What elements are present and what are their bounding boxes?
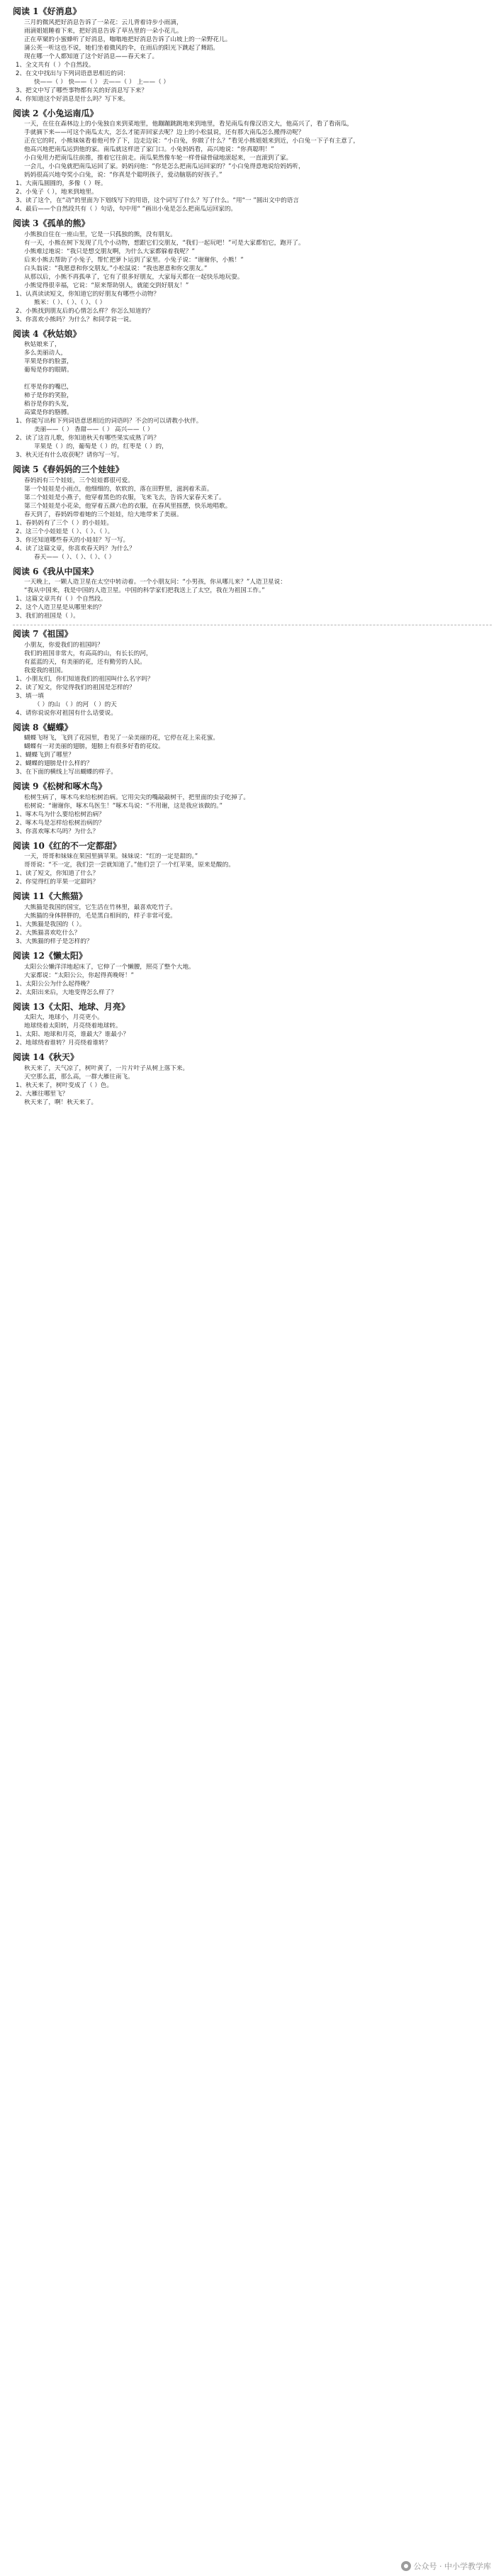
passage-line: （ ）的山 （ ）的河 （ ）的天	[34, 701, 117, 708]
passage-line: 稻谷是你的头发，	[24, 401, 73, 408]
section-title: 阅读 2《小兔运南瓜》	[13, 108, 98, 118]
passage-line: 从那以后，小熊不再孤单了，它有了很多好朋友，大家每天都在一起快乐地玩耍。	[24, 273, 244, 281]
passage-line: 一天，在住在森林边上的小兔独自来到菜地里，他蹦蹦跳跳地来到地里，看见南瓜有像汉语文大，他高兴了，看了看南瓜，	[24, 121, 354, 128]
question-line: 2、这个人造卫星是从哪里来的？	[16, 604, 105, 612]
passage-line: 蝴蝶飞呀飞，飞到了花园里，看见了一朵美丽的花，它停在花上采花蜜。	[24, 735, 220, 742]
section-title: 阅读 10《红的不一定都甜》	[13, 840, 121, 851]
passage-line: 葡萄是你的眼睛。	[24, 367, 73, 374]
question-line: 4、最后——个自然段共有（ ）句话，句中用“ ”画出小兔是怎么把南瓜运回家的。	[16, 206, 237, 213]
passage-line: 蝴蝶有一对美丽的翅膀，翅膀上有很多好看的花纹。	[24, 743, 164, 751]
question-line: 2、在文中找出与下列词语意思相近的词：	[16, 69, 130, 77]
question-line: 1、大南瓜圆圆的，多像（ ）呀。	[16, 180, 107, 188]
passage-line: 小熊难过地说：“我只是想交朋友啊，为什么大家都躲着我呢？”	[24, 247, 195, 255]
question-line: 1、秋天来了，树叶变成了（ ）色。	[16, 1081, 113, 1089]
passage-line: 白头翁说：“我愿意和你交朋友。”小松鼠说：“我也愿意和你交朋友。”	[24, 264, 208, 272]
watermark-text: 公众号 · 中小学教学库	[413, 2561, 491, 2571]
section-title: 阅读 14《秋天》	[13, 1052, 79, 1063]
passage-line: 后来小熊去帮助了小兔子，帮忙把萝卜运到了家里。小兔子说：“谢谢你，小熊！”	[24, 256, 244, 264]
question-line: 1、全文共有（ ）个自然段。	[16, 61, 95, 69]
passage-line: 第二个娃娃是小燕子，他穿着黑色的衣服，飞来飞去，告诉大家春天来了。	[24, 494, 225, 501]
question-line: 1、蝴蝶飞到了哪里？	[16, 752, 74, 759]
section-title: 阅读 12《懒太阳》	[13, 951, 87, 961]
passage-line: 春天——（ ）、（ ）、（ ）、（ ）	[34, 553, 116, 561]
question-line: 2、地球绕着谁转？月亮绕着谁转？	[16, 1039, 111, 1047]
reading-section	[13, 218, 492, 325]
question-line: 3、我们的祖国是（ ）。	[16, 613, 79, 620]
worksheet-part-2	[13, 628, 492, 1107]
section-title: 阅读 6《我从中国来》	[13, 566, 98, 576]
passage-line: 红枣是你的嘴巴，	[24, 384, 73, 391]
question-line: 4、请你说说你对祖国有什么话要说。	[16, 709, 117, 717]
passage-line: “我从中国来，我是中国的人造卫星。中国的科学家们把我送上了太空，我在为祖国工作。”	[24, 587, 265, 595]
question-line: 1、大熊猫是我国的（ ）。	[16, 921, 86, 929]
question-line: 2、读了这首儿歌，你知道秋天有哪些果实成熟了吗？	[16, 435, 160, 442]
passage-line: 哥哥说：“不一定，我们尝一尝就知道了。”他们尝了一个红苹果，原来是酸的。	[24, 862, 235, 869]
question-line: 3、你还知道哪些春天的小娃娃？写一写。	[16, 536, 130, 544]
question-line: 2、太阳出来后，大地变得怎么样了？	[16, 988, 117, 996]
passage-line: 秋天来了，天气凉了，树叶黄了，一片片叶子从树上落下来。	[24, 1064, 189, 1072]
watermark	[401, 2561, 492, 2572]
passage-line: 小熊觉得很幸福，它说：“原来帮助别人，就能交到好朋友！”	[24, 281, 189, 289]
passage-line: 高粱是你的胳膊。	[24, 409, 73, 417]
passage-line: 多么美丽动人，	[24, 350, 67, 357]
passage-line: 三月的微风把好消息告诉了一朵花：云儿背着诗步小雨滴，	[24, 18, 183, 26]
reading-section	[13, 628, 492, 718]
passage-line: 一天晚上，一颗人造卫星在太空中转动着。一个小朋友问：“小男孩，你从哪儿来？”人造卫星说：	[24, 579, 286, 586]
question-line: 1、读了短文，你知道了什么？	[16, 870, 99, 878]
wechat-icon	[401, 2561, 411, 2571]
question-line: 1、春妈妈有了三个（ ）的小娃娃。	[16, 519, 113, 527]
passage-line: 我们的祖国非常大，有高高的山，有长长的河，	[24, 649, 152, 657]
reading-section	[13, 6, 492, 104]
passage-line: 快——（ ） 快——（ ） 去——（ ） 上——（ ）	[34, 78, 169, 86]
question-line: 2、大雁往哪里飞？	[16, 1090, 69, 1098]
reading-section	[13, 328, 492, 461]
section-title: 阅读 9《松树和啄木鸟》	[13, 781, 107, 792]
question-line: 3、你喜欢小熊吗？为什么？和同学说一说。	[16, 316, 135, 323]
reading-section	[13, 722, 492, 778]
section-title: 阅读 1《好消息》	[13, 6, 81, 16]
reading-section	[13, 840, 492, 888]
section-title: 阅读 3《孤单的熊》	[13, 218, 90, 229]
passage-line: 熊米：（ ）、（ ）、（ ）、（ ）	[34, 299, 106, 306]
question-line: 3、大熊猫的样子是怎样的？	[16, 938, 93, 946]
passage-line: 现在哪一个人都知道了这个好消息——春天来了。	[24, 52, 159, 60]
section-title: 阅读 7《祖国》	[13, 629, 73, 640]
passage-line: 松树生病了，啄木鸟来给松树治病。它用尖尖的嘴敲敲树干，把里面的虫子吃掉了。	[24, 793, 249, 801]
question-line: 1、太阳公公为什么起得晚？	[16, 980, 93, 988]
passage-line: 小熊独自住在一座山里，它是一只孤独的熊，没有朋友。	[24, 230, 176, 238]
passage-line: 苹果是你的脸蛋，	[24, 358, 73, 366]
passage-line: 大熊猫的身体胖胖的，毛是黑白相间的，样子非常可爱。	[24, 913, 176, 920]
question-line: 3、在下面的横线上写出蝴蝶的样子。	[16, 769, 117, 776]
passage-line: 正在它的时，小熊妹妹看着他可怜了下，边走边说：“小白兔，你做了什么？”看见小熊姐姐来到近，小白兔一下子有主意了，	[24, 138, 359, 145]
passage-line: 正在草窠的小蜜蜂听了好消息，嗡嗡地把好消息告诉了山坡上的一朵野花儿。	[24, 35, 232, 43]
question-line: 4、你知道这个好消息是什么吗？写下来。	[16, 95, 130, 103]
question-line: 2、这三个小娃娃是（ ）、（ ）、（ ）。	[16, 528, 114, 535]
passage-line: 大熊猫是我国的国宝，它生活在竹林里，最喜欢吃竹子。	[24, 904, 176, 912]
passage-line: 春妈妈有三个娃娃，三个娃娃都很可爱。	[24, 476, 134, 484]
passage-line: 大家都说：“太阳公公，你起得真晚呀！”	[24, 971, 134, 979]
passage-line: 一会儿，小白兔就把南瓜运回了家。妈妈问他：“你是怎么把南瓜运回家的？”小白兔得意地说给妈妈听，	[24, 163, 305, 171]
question-line: 4、读了这篇文章，你喜欢春天吗？为什么？	[16, 545, 135, 552]
passage-line: 秋天来了，啊！秋天来了。	[24, 1098, 98, 1106]
question-line: 2、啄木鸟是怎样给松树治病的？	[16, 819, 105, 827]
passage-line: 小朋友，你爱我们的祖国吗？	[24, 641, 103, 649]
section-title: 阅读 4《秋姑娘》	[13, 328, 81, 339]
passage-line: 太阳大，地球小，月亮更小。	[24, 1014, 103, 1022]
passage-line: 第三个娃娃是小花朵，他穿着五颜六色的衣服，在春风里摇摆，快乐地唱歌。	[24, 502, 232, 510]
passage-line: 天空那么蓝，那么高，一群大雁往南飞。	[24, 1073, 134, 1081]
passage-line: 松树说：“谢谢你，啄木鸟医生！”啄木鸟说：“不用谢，这是我应该做的。”	[24, 802, 223, 810]
question-line: 2、小兔子（ ），地来到地里。	[16, 189, 98, 196]
passage-line: 柿子是你的笑脸，	[24, 392, 73, 400]
section-title: 阅读 11《大熊猫》	[13, 891, 87, 902]
passage-line: 有一天，小熊在树下发现了几个小动物，想跟它们交朋友，“我们一起玩吧！”可是大家都怕它，跑开了。	[24, 239, 305, 247]
passage-line	[13, 375, 492, 384]
reading-section	[13, 566, 492, 622]
question-line: 3、读了这个，在“动”的里面为下划线写下的用语，这个词写了什么？写了什么。“用“一 ”圆出文中的语言	[16, 197, 299, 205]
question-line: 3、把文中写了哪些事物都有关的好消息写下来？	[16, 87, 147, 94]
reading-section	[13, 464, 492, 562]
question-line: 1、太阳、地球和月亮，谁最大？谁最小？	[16, 1031, 130, 1039]
question-line: 2、大熊猫喜欢吃什么？	[16, 930, 81, 937]
passage-line: 妈妈很高兴地夸奖小白兔，说：“你真是个聪明孩子，爱动脑筋的好孩子。”	[24, 172, 223, 179]
passage-line: 苹果是（ ）的，葡萄是（ ）的，红枣是（ ）的，	[34, 443, 168, 451]
question-line: 1、你能写出和下列词语意思相近的词语吗？不会的可以请教小伙伴。	[16, 418, 203, 425]
question-line: 2、读了短文，你觉得我们的祖国是怎样的？	[16, 684, 135, 691]
section-title: 阅读 8《蝴蝶》	[13, 722, 73, 732]
passage-line: 手就摘下来——可这个南瓜太大，怎么才能弄回家去呢？边上的小松鼠说，还有那大南瓜怎么搬得动呢？	[24, 129, 305, 137]
question-line: 3、秋天还有什么收获呢？请你写一写。	[16, 452, 123, 459]
passage-line: 地球绕着太阳转，月亮绕着地球转。	[24, 1022, 122, 1030]
question-line: 1、这篇文章共有（ ）个自然段。	[16, 596, 107, 603]
passage-line: 小白兔用力把南瓜往前推，推着它往前走。南瓜果然像车轮一样骨碌骨碌地滚起来，一直滚到了家。	[24, 155, 293, 162]
question-line: 1、认真读读短文，你知道它的好朋友有哪些小动物？	[16, 290, 160, 298]
reading-section	[13, 781, 492, 837]
worksheet-part-1	[13, 6, 492, 621]
reading-section	[13, 950, 492, 998]
reading-section	[13, 108, 492, 215]
passage-line: 秋姑娘来了，	[24, 341, 61, 349]
section-title: 阅读 13《太阳、地球、月亮》	[13, 1001, 130, 1012]
question-line: 2、蝴蝶的翅膀是什么样的？	[16, 760, 93, 768]
passage-line: 蒲公英一听这也不说，她们坐着微风的伞，在雨后的阳光下跳起了舞蹈。	[24, 44, 220, 52]
question-line: 3、填一填	[16, 692, 44, 700]
section-title: 阅读 5《春妈妈的三个娃娃》	[13, 464, 124, 475]
passage-line: 春天到了，春妈妈带着她的三个娃娃，给大地带来了美丽。	[24, 511, 183, 518]
question-line: 1、小朋友们，你们知道我们的祖国叫什么名字吗？	[16, 675, 154, 683]
reading-section	[13, 1001, 492, 1049]
reading-section	[13, 891, 492, 947]
question-line: 2、小熊找到朋友后的心情怎么样？你怎么知道的？	[16, 307, 154, 315]
passage-line: 我爱我的祖国。	[24, 667, 67, 674]
worksheet-page	[13, 3, 492, 1111]
passage-line: 美丽——（ ） 香甜——（ ） 高兴——（ ）	[34, 426, 154, 434]
passage-line: 第一个娃娃是小雨点，他细细的，软软的，落在田野里，滋润着禾苗。	[24, 485, 213, 493]
passage-line: 他高兴地把南瓜运到他的家。南瓜就这样进了家门口。小兔妈妈看，高兴地说：“你真聪明！”	[24, 146, 274, 154]
question-line: 3、你喜欢啄木鸟吗？为什么？	[16, 827, 99, 835]
reading-section	[13, 1052, 492, 1108]
passage-line: 一天，哥哥和妹妹在果园里摘苹果。妹妹说：“红的一定是甜的。”	[24, 853, 198, 861]
passage-line: 太阳公公懒洋洋地起床了，它伸了一个懒腰，照亮了整个大地。	[24, 963, 195, 971]
question-line: 1、啄木鸟为什么要给松树治病？	[16, 810, 105, 818]
passage-line: 有蓝蓝的天，有美丽的花，还有勤劳的人民。	[24, 658, 146, 666]
question-line: 2、你觉得红的苹果一定甜吗？	[16, 879, 99, 886]
passage-line: 雨滴姐姐睡着下来，把好消息告诉了草丛里的一朵小花儿。	[24, 27, 183, 35]
